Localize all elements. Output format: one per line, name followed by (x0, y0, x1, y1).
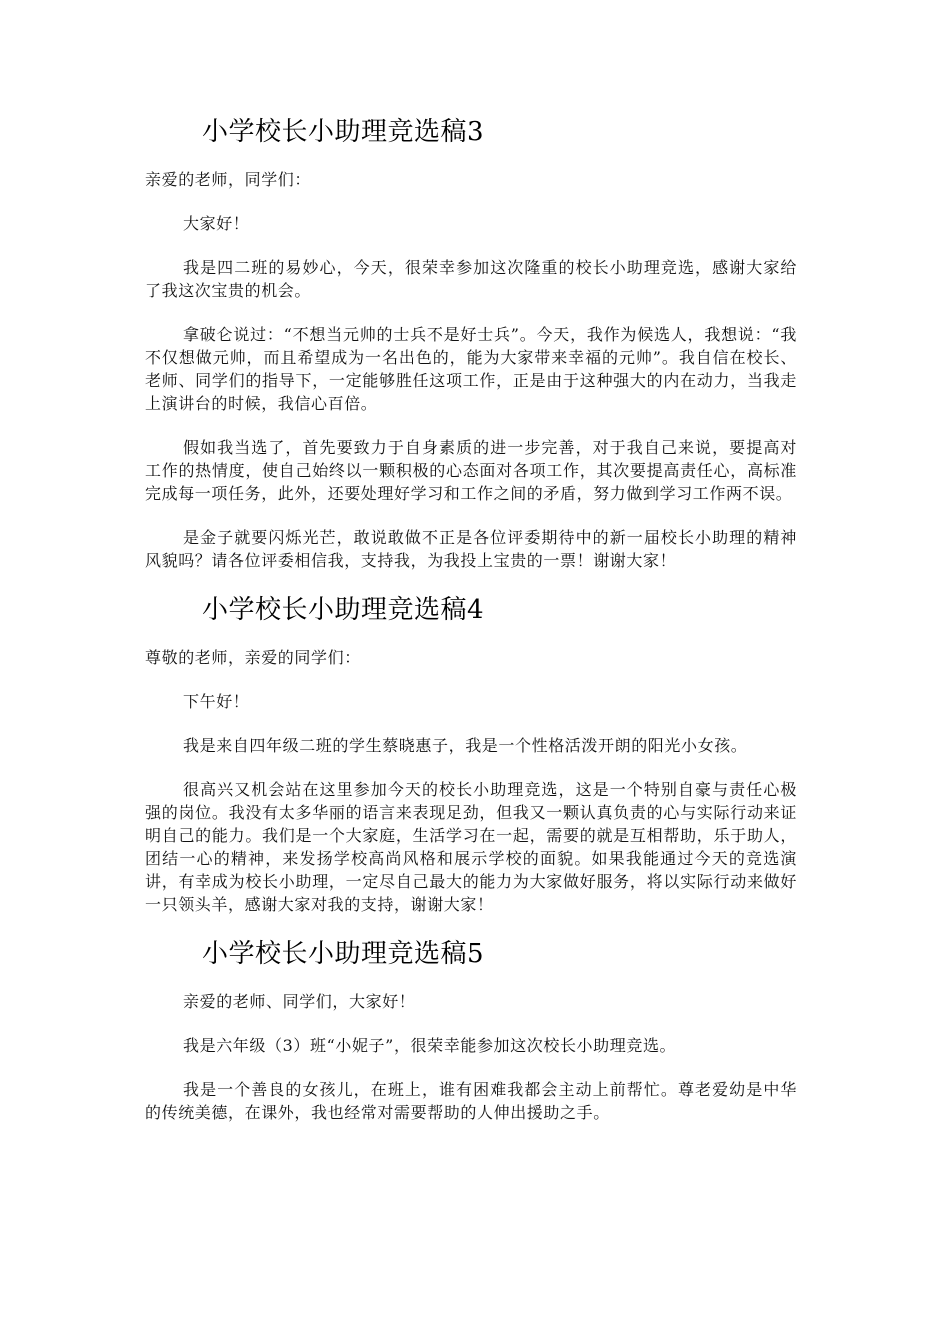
document-body (145, 112, 797, 1124)
body-paragraph: 我是来自四年级二班的学生蔡晓惠子，我是一个性格活泼开朗的阳光小女孩。 (183, 736, 748, 755)
salutation: 亲爱的老师，同学们： (145, 170, 312, 189)
section-title: 小学校长小助理竞选稿4 (202, 595, 485, 625)
body-paragraph: 很高兴又机会站在这里参加今天的校长小助理竞选，这是一个特别自豪与责任心极强的岗位。我没有太多华丽的语言来表现足劲，但我又一颗认真负责的心与实际行动来证明自己的能力。我们是一个大家庭，生活学习在一起，需要的就是互相帮助，乐于助人，团结一心的精神，来发扬学校高尚风格和展示学校的面貌。如果我能通过今天的竞选演讲，有幸成为校长小助理，一定尽自己最大的能力为大家做好服务，将以实际行动来做好一只领头羊，感谢大家对我的支持，谢谢大家！ (145, 780, 797, 914)
speech-section-3 (145, 112, 797, 572)
greeting: 大家好！ (183, 214, 250, 233)
body-paragraph: 我是六年级（3）班“小妮子”，很荣幸能参加这次校长小助理竞选。 (183, 1036, 677, 1055)
section-title: 小学校长小助理竞选稿3 (202, 117, 485, 147)
speech-section-4 (145, 590, 797, 916)
greeting: 下午好！ (183, 692, 250, 711)
closing-paragraph: 是金子就要闪烁光芒，敢说敢做不正是各位评委期待中的新一届校长小助理的精神风貌吗？请各位评委相信我，支持我，为我投上宝贵的一票！谢谢大家！ (145, 528, 797, 570)
body-paragraph: 拿破仑说过：“不想当元帅的士兵不是好士兵”。今天，我作为候选人，我想说：“我不仅想做元帅，而且希望成为一名出色的，能为大家带来幸福的元帅”。我自信在校长、老师、同学们的指导下，一定能够胜任这项工作，正是由于这种强大的内在动力，当我走上演讲台的时候，我信心百倍。 (145, 325, 797, 413)
salutation: 尊敬的老师，亲爱的同学们： (145, 648, 361, 667)
body-paragraph: 我是四二班的易妙心，今天，很荣幸参加这次隆重的校长小助理竞选，感谢大家给了我这次宝贵的机会。 (145, 258, 797, 300)
section-title: 小学校长小助理竞选稿5 (202, 939, 485, 969)
body-paragraph: 我是一个善良的女孩儿，在班上，谁有困难我都会主动上前帮忙。尊老爱幼是中华的传统美德，在课外，我也经常对需要帮助的人伸出援助之手。 (145, 1080, 797, 1122)
speech-section-5 (145, 934, 797, 1124)
body-paragraph: 假如我当选了，首先要致力于自身素质的进一步完善，对于我自己来说，要提高对工作的热情度，使自己始终以一颗积极的心态面对各项工作，其次要提高责任心，高标准完成每一项任务，此外，还要处理好学习和工作之间的矛盾，努力做到学习工作两不误。 (145, 438, 797, 503)
salutation: 亲爱的老师、同学们，大家好！ (183, 992, 416, 1011)
